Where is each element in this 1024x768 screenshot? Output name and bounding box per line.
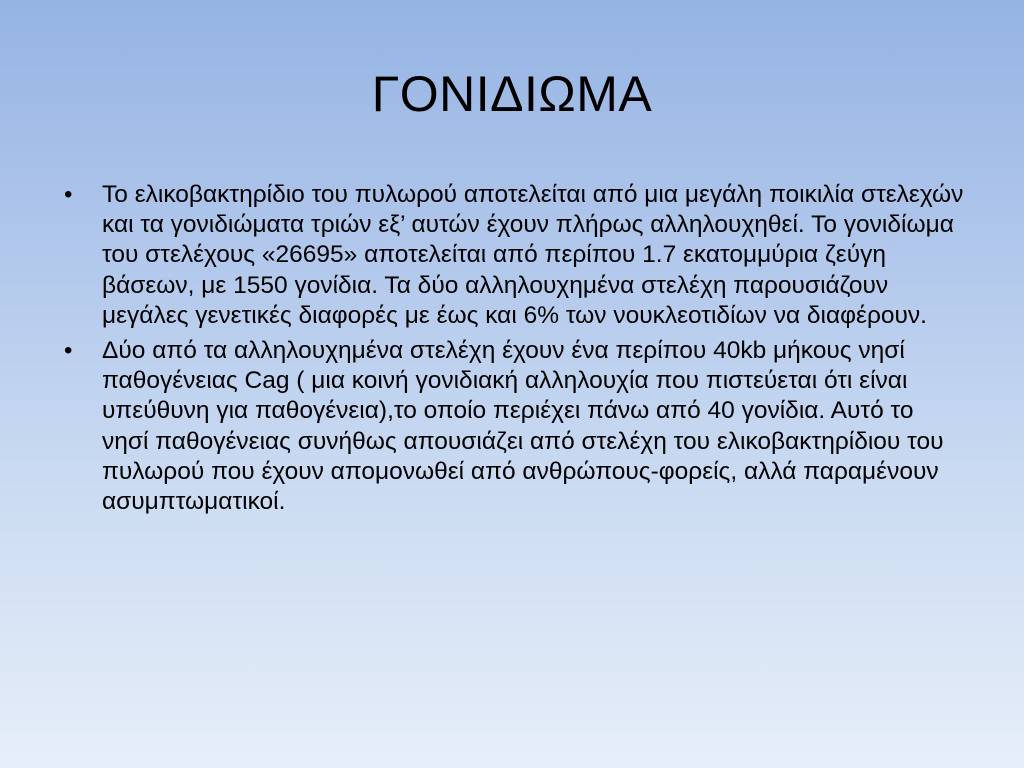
bullet-list — [64, 180, 964, 517]
bullet-item — [64, 180, 964, 331]
bullet-text: Το ελικοβακτηρίδιο του πυλωρού αποτελείται από μια μεγάλη ποικιλία στελεχών και τα γονιδιώματα τριών εξ’ αυτών έχουν πλήρως αλληλουχηθεί. Το γονιδίωμα του στελέχους «26695» αποτελείται από περίπου 1.7 εκατομμύρια ζεύγη βάσεων, με 1550 γονίδια. Τα δύο αλληλουχημένα στελέχη παρουσιάζουν μεγάλες γενετικές διαφορές με έως και 6% των νουκλεοτιδίων να διαφέρουν. — [102, 181, 964, 329]
bullet-text: Δύο από τα αλληλουχημένα στελέχη έχουν ένα περίπου 40kb μήκους νησί παθογένειας Cag ( μια κοινή γονιδιακή αλληλουχία που πιστεύεται ότι είναι υπεύθυνη για παθογένεια),το οποίο περιέχει πάνω από 40 γονίδια. Αυτό το νησί παθογένειας συνήθως απουσιάζει από στελέχη του ελικοβακτηρίδιου του πυλωρού που έχουν απομονωθεί από ανθρώπους-φορείς, αλλά παραμένουν ασυμπτωματικοί. — [102, 337, 944, 516]
slide-body — [64, 180, 964, 522]
slide-title: ΓΟΝΙΔΙΩΜΑ — [371, 66, 653, 122]
bullet-marker: • — [64, 181, 73, 208]
bullet-item — [64, 336, 964, 517]
bullet-marker: • — [64, 337, 73, 365]
